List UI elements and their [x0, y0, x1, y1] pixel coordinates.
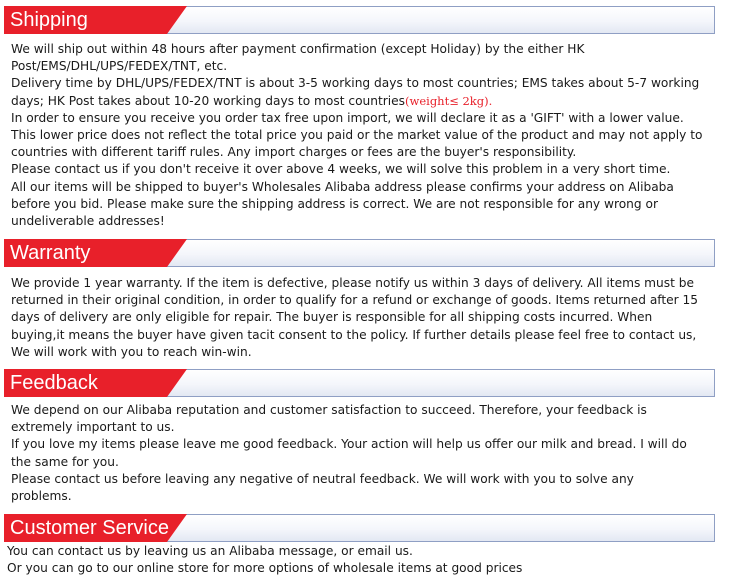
text-line: This lower price does not reflect the total price you paid or the market value of the product and may not apply to [11, 128, 703, 143]
text-line: All our items will be shipped to buyer's Wholesales Alibaba address please confirms your address on Alibaba [11, 179, 674, 194]
text-line: problems. [11, 489, 72, 504]
text-line: Delivery time by DHL/UPS/FEDEX/TNT is about 3-5 working days to most countries; EMS takes about 5-7 working [11, 76, 700, 91]
text-line: If you love my items please leave me good feedback. Your action will help us offer our milk and bread. I will do [11, 437, 687, 452]
text-line: You can contact us by leaving us an Alibaba message, or email us. [7, 544, 413, 558]
shipping-header [4, 6, 715, 34]
text-line: before you bid. Please make sure the shipping address is correct. We are not responsible for any wrong or [11, 196, 658, 211]
warranty-text [11, 275, 729, 361]
text-line: Please contact us before leaving any negative of neutral feedback. We will work with you to solve any [11, 471, 634, 486]
feedback-text [11, 402, 729, 505]
text-line: extremely important to us. [11, 420, 175, 435]
text-line: days; HK Post takes about 10-20 working days to most countries [11, 93, 405, 108]
text-line: undeliverable addresses! [11, 214, 165, 229]
text-line: Post/EMS/DHL/UPS/FEDEX/TNT, etc. [11, 59, 228, 74]
text-line: We depend on our Alibaba reputation and customer satisfaction to succeed. Therefore, your feedback is [11, 403, 647, 417]
text-line: We will work with you to reach win-win. [11, 344, 252, 359]
text-line-with-note [11, 93, 729, 110]
customer-service-title: Customer Service [10, 517, 169, 539]
text-line: Or you can go to our online store for more options of wholesale items at good prices [7, 561, 523, 576]
text-line: days of delivery are only eligible for repair. The buyer is responsible for all shipping costs incurred. When [11, 310, 653, 325]
weight-note: (weight≤ 2kg). [405, 93, 493, 108]
text-line: Please contact us if you don't receive it over above 4 weeks, we will solve this problem in a very short time. [11, 162, 671, 177]
text-line: We provide 1 year warranty. If the item is defective, please notify us within 3 days of delivery. All items must be [11, 276, 695, 290]
text-line: the same for you. [11, 454, 119, 469]
shipping-title: Shipping [10, 9, 88, 31]
warranty-header [4, 239, 715, 267]
shipping-text [11, 41, 729, 230]
warranty-title: Warranty [10, 242, 91, 264]
customer-service-text [7, 543, 725, 577]
text-line: In order to ensure you receive you order tax free upon import, we will declare it as a 'GIFT' with a lower value. [11, 110, 684, 125]
text-line: We will ship out within 48 hours after payment confirmation (except Holiday) by the either HK [11, 42, 585, 56]
text-line: returned in their original condition, in order to qualify for a refund or exchange of goods. Items returned after 15 [11, 293, 699, 308]
text-line: countries with different tariff rules. Any import charges or fees are the buyer's responsibility. [11, 145, 577, 160]
feedback-title: Feedback [10, 372, 98, 394]
text-line: buying,it means the buyer have given tacit consent to the policy. If further details please feel free to contact us, [11, 327, 697, 342]
feedback-header [4, 369, 715, 397]
customer-service-header [4, 514, 715, 542]
